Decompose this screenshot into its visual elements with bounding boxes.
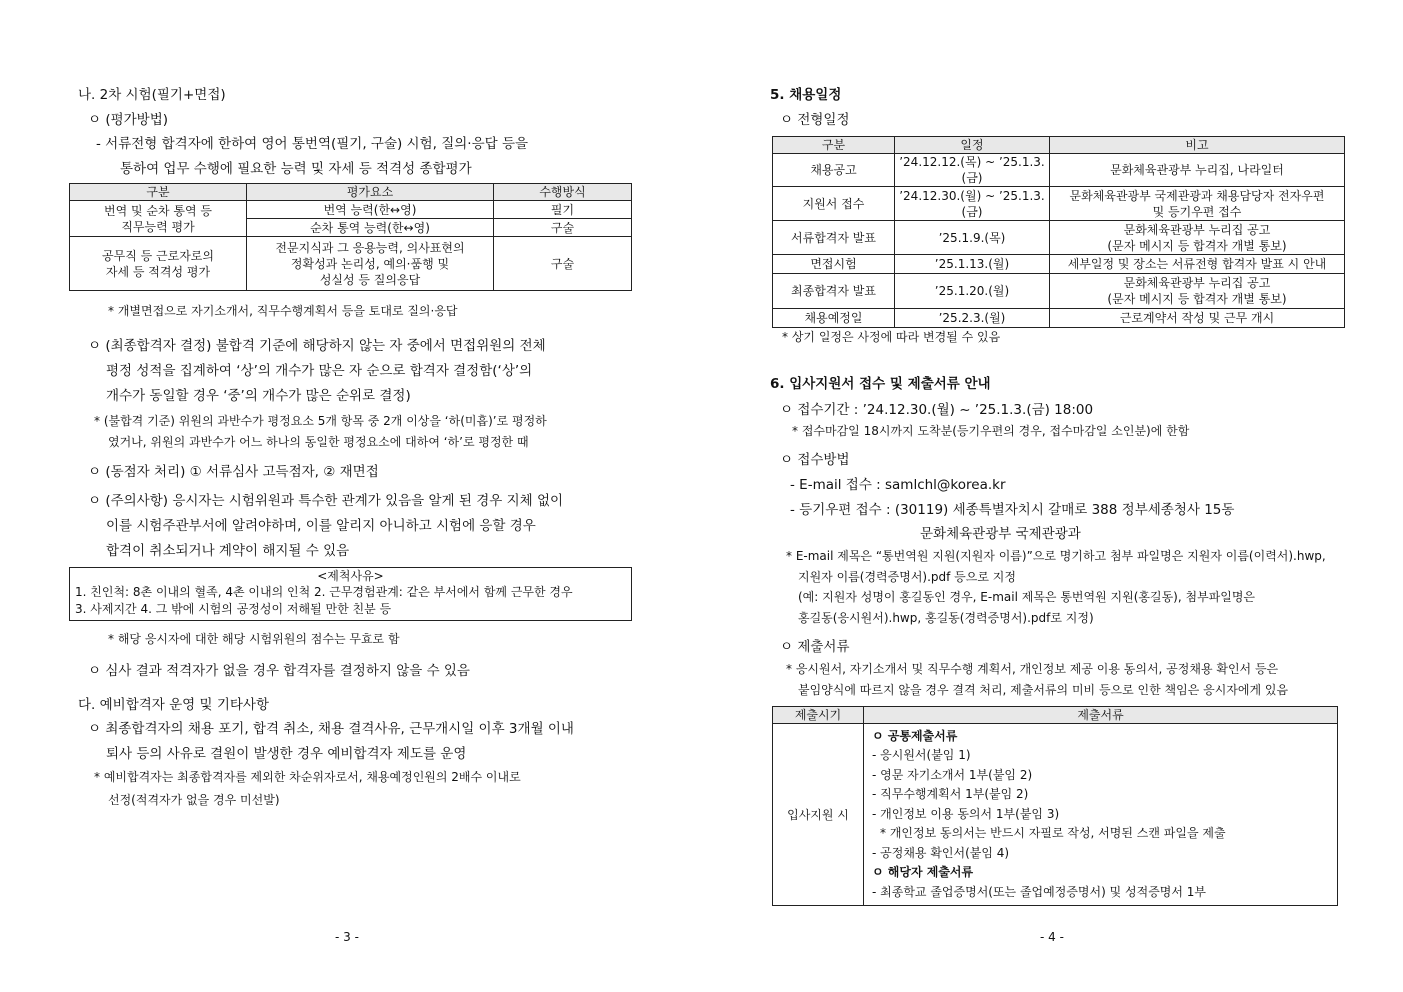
section-heading-5: 5. 채용일정 <box>770 87 842 103</box>
table-cell: 필기 <box>494 201 632 219</box>
list-item: - 응시원서(붙임 1) <box>872 748 971 763</box>
eval-desc-line-1: - 서류전형 합격자에 한하여 영어 통번역(필기, 구술) 시험, 질의·응답 등을 <box>96 136 529 152</box>
table-cell: ’25.1.20.(월) <box>895 274 1050 309</box>
table-cell: 채용공고 <box>773 154 895 187</box>
list-item: - 직무수행계획서 1부(붙임 2) <box>872 787 1029 802</box>
reserve-line-1: ㅇ 최종합격자의 채용 포기, 합격 취소, 채용 결격사유, 근무개시일 이후 3개월 이내 <box>88 721 574 737</box>
exclusion-line-1: 1. 친인척: 8촌 이내의 혈족, 4촌 이내의 인척 2. 근무경험관계: 같은 부서에서 함께 근무한 경우 <box>75 585 573 599</box>
table-cell: ’25.2.3.(월) <box>895 309 1050 328</box>
final-decision-line-1: ㅇ (최종합격자 결정) 불합격 기준에 해당하지 않는 자 중에서 면접위원의 전체 <box>88 338 546 354</box>
table-cell: 공무직 등 근로자로의 자세 등 적격성 평가 <box>70 237 247 291</box>
table-cell: ’24.12.30.(월) ~ ’25.1.3.(금) <box>895 187 1050 221</box>
exclusion-box <box>69 567 632 621</box>
table-cell: 문화체육관광부 누리집, 나라일터 <box>1050 154 1345 187</box>
table-header: 평가요소 <box>247 184 494 201</box>
docs-when-cell: 입사지원 시 <box>773 724 864 906</box>
docs-table <box>772 706 1338 906</box>
caution-line-1: ㅇ (주의사항) 응시자는 시험위원과 특수한 관계가 있음을 알게 된 경우 지체 없이 <box>88 493 564 509</box>
caution-line-3: 합격이 취소되거나 계약이 해지될 수 있음 <box>106 543 350 559</box>
exclusion-line-2: 3. 사제지간 4. 그 밖에 시험의 공정성이 저해될 만한 친분 등 <box>75 602 392 616</box>
page-number: - 4 - <box>1040 930 1064 944</box>
page-number: - 3 - <box>335 930 359 944</box>
method-heading: ㅇ 접수방법 <box>780 452 850 468</box>
table-header: 제출시기 <box>773 707 864 724</box>
section-heading-da: 다. 예비합격자 운영 및 기타사항 <box>78 697 269 713</box>
caution-line-2: 이를 시험주관부서에 알려야하며, 이를 알리지 아니하고 시험에 응할 경우 <box>106 518 536 534</box>
reserve-note-line-2: 선정(적격자가 없을 경우 미선발) <box>108 793 280 807</box>
table-cell: ’25.1.13.(월) <box>895 255 1050 274</box>
eval-table <box>69 183 632 291</box>
list-item: - 공정채용 확인서(붙임 4) <box>872 845 1010 860</box>
tie-handling: ㅇ (동점자 처리) ① 서류심사 고득점자, ② 재면접 <box>88 464 379 480</box>
docs-applicable-heading: ㅇ 해당자 제출서류 <box>872 865 974 880</box>
table-header: 구분 <box>773 137 895 154</box>
table-cell: 번역 및 순차 통역 등 직무능력 평가 <box>70 201 247 237</box>
table-cell: 문화체육관광부 누리집 공고 (문자 메시지 등 합격자 개별 통보) <box>1050 221 1345 255</box>
schedule-note: * 상기 일정은 사정에 따라 변경될 수 있음 <box>782 330 1001 344</box>
table-cell: 구술 <box>494 237 632 291</box>
email-note-line-2: 지원자 이름(경력증명서).pdf 등으로 지정 <box>798 570 1016 584</box>
email-note-line-1: * E-mail 제목은 “통번역원 지원(지원자 이름)”으로 명기하고 첨부 파일명은 지원자 이름(이력서).hwp, <box>786 549 1326 563</box>
email-method: - E-mail 접수 : samlchl@korea.kr <box>790 477 1006 493</box>
table-cell: ’25.1.9.(목) <box>895 221 1050 255</box>
table-cell: 순차 통역 능력(한↔영) <box>247 219 494 237</box>
schedule-table <box>772 136 1345 328</box>
table-header: 일정 <box>895 137 1050 154</box>
exclusion-title: <제척사유> <box>317 569 384 583</box>
eval-desc-line-2: 통하여 업무 수행에 필요한 능력 및 자세 등 적격성 종합평가 <box>120 161 472 177</box>
table-cell: 면접시험 <box>773 255 895 274</box>
section-heading-6: 6. 입사지원서 접수 및 제출서류 안내 <box>770 376 991 392</box>
final-decision-line-2: 평정 성적을 집계하여 ‘상’의 개수가 많은 자 순으로 합격자 결정함(‘상’의 <box>106 363 533 379</box>
table-cell: 지원서 접수 <box>773 187 895 221</box>
note-invalid-score: * 해당 응시자에 대한 해당 시험위원의 점수는 무효로 함 <box>108 632 400 646</box>
reserve-line-2: 퇴사 등의 사유로 결원이 발생한 경우 예비합격자 제도를 운영 <box>106 746 467 762</box>
table-cell: 세부일정 및 장소는 서류전형 합격자 발표 시 안내 <box>1050 255 1345 274</box>
mail-method-line-2: 문화체육관광부 국제관광과 <box>920 526 1081 542</box>
table-header: 제출서류 <box>864 707 1338 724</box>
no-qualified: ㅇ 심사 결과 적격자가 없을 경우 합격자를 결정하지 않을 수 있음 <box>88 663 470 679</box>
docs-common-heading: ㅇ 공통제출서류 <box>872 728 958 743</box>
table-header: 구분 <box>70 184 247 201</box>
table-header: 비고 <box>1050 137 1345 154</box>
table-cell: 구술 <box>494 219 632 237</box>
docs-heading: ㅇ 제출서류 <box>780 639 850 655</box>
list-item-note: * 개인정보 동의서는 반드시 자필로 작성, 서명된 스캔 파일을 제출 <box>880 826 1226 841</box>
table-cell: 전문지식과 그 응용능력, 의사표현의 정확성과 논리성, 예의·품행 및 성실성 등 질의응답 <box>247 237 494 291</box>
fail-criteria-line-1: * (불합격 기준) 위원의 과반수가 평정요소 5개 항목 중 2개 이상을 ‘하(미흡)’로 평정하 <box>94 414 547 428</box>
table-cell: 서류합격자 발표 <box>773 221 895 255</box>
table-cell: 문화체육관광부 국제관광과 채용담당자 전자우편 및 등기우편 접수 <box>1050 187 1345 221</box>
mail-method-line-1: - 등기우편 접수 : (30119) 세종특별자치시 갈매로 388 정부세종청사 15동 <box>790 502 1235 518</box>
docs-note-line-2: 붙임양식에 따르지 않을 경우 결격 처리, 제출서류의 미비 등으로 인한 책임은 응시자에게 있음 <box>798 683 1289 697</box>
list-item: - 개인정보 이용 동의서 1부(붙임 3) <box>872 806 1060 821</box>
email-note-line-4: 홍길동(응시원서).hwp, 홍길동(경력증명서).pdf로 지정) <box>798 611 1094 625</box>
docs-note-line-1: * 응시원서, 자기소개서 및 직무수행 계획서, 개인정보 제공 이용 동의서, 공정채용 확인서 등은 <box>786 662 1279 676</box>
final-decision-line-3: 개수가 동일할 경우 ‘중’의 개수가 많은 순위로 결정) <box>106 388 411 404</box>
reserve-note-line-1: * 예비합격자는 최종합격자를 제외한 차순위자로서, 채용예정인원의 2배수 이내로 <box>94 770 521 784</box>
schedule-subheading: ㅇ 전형일정 <box>780 112 850 128</box>
email-note-line-3: (예: 지원자 성명이 홍길동인 경우, E-mail 제목은 통번역원 지원(홍길동), 첨부파일명은 <box>798 590 1256 604</box>
table-cell: 채용예정일 <box>773 309 895 328</box>
section-heading-na: 나. 2차 시험(필기+면접) <box>78 87 226 103</box>
period: ㅇ 접수기간 : ’24.12.30.(월) ~ ’25.1.3.(금) 18:00 <box>780 402 1094 418</box>
list-item: - 최종학교 졸업증명서(또는 졸업예정증명서) 및 성적증명서 1부 <box>872 884 1207 899</box>
eval-method-heading: ㅇ (평가방법) <box>88 112 169 128</box>
table-cell: 근로계약서 작성 및 근무 개시 <box>1050 309 1345 328</box>
table-header: 수행방식 <box>494 184 632 201</box>
period-note: * 접수마감일 18시까지 도착분(등기우편의 경우, 접수마감일 소인분)에 한함 <box>792 424 1190 438</box>
fail-criteria-line-2: 였거나, 위원의 과반수가 어느 하나의 동일한 평정요소에 대하여 ‘하’로 평정한 때 <box>108 435 529 449</box>
table-cell: 문화체육관광부 누리집 공고 (문자 메시지 등 합격자 개별 통보) <box>1050 274 1345 309</box>
table-cell: 번역 능력(한↔영) <box>247 201 494 219</box>
table-cell: 최종합격자 발표 <box>773 274 895 309</box>
table-cell: ’24.12.12.(목) ~ ’25.1.3.(금) <box>895 154 1050 187</box>
list-item: - 영문 자기소개서 1부(붙임 2) <box>872 767 1033 782</box>
docs-list-cell <box>864 724 1338 906</box>
note-interview: * 개별면접으로 자기소개서, 직무수행계획서 등을 토대로 질의·응답 <box>108 304 458 318</box>
